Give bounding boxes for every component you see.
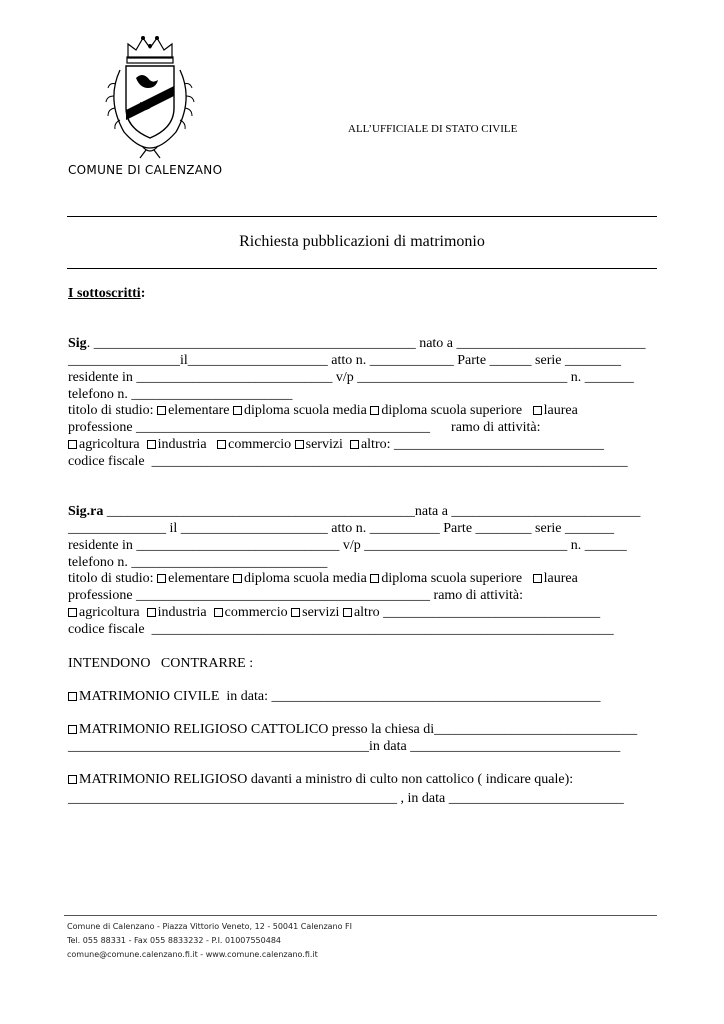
checkbox[interactable] bbox=[157, 574, 166, 583]
intend-heading: INTENDONO CONTRARRE : bbox=[68, 656, 254, 671]
checkbox[interactable] bbox=[295, 440, 304, 449]
option-other-2: _______________________________________________ , in data _________________________ bbox=[68, 791, 624, 806]
option-civil: MATRIMONIO CIVILE in data: _______________________________________________ bbox=[68, 688, 600, 705]
bride-sectors: agricoltura industria commercio servizi altro _______________________________ bbox=[68, 604, 600, 621]
bride-fiscal-code: codice fiscale __________________________________________________________________ bbox=[68, 622, 614, 637]
footer-rule bbox=[64, 915, 657, 916]
checkbox[interactable] bbox=[533, 574, 542, 583]
bride-line-4: telefono n. ____________________________ bbox=[68, 555, 328, 570]
groom-profession: professione __________________________________________ ramo di attività: bbox=[68, 420, 541, 435]
groom-fiscal-code: codice fiscale ____________________________________________________________________ bbox=[68, 454, 628, 469]
checkbox[interactable] bbox=[217, 440, 226, 449]
option-catholic-1: MATRIMONIO RELIGIOSO CATTOLICO presso la chiesa di_____________________________ bbox=[68, 721, 637, 738]
checkbox[interactable] bbox=[157, 406, 166, 415]
checkbox[interactable] bbox=[533, 406, 542, 415]
municipality-name: COMUNE DI CALENZANO bbox=[68, 163, 223, 177]
checkbox[interactable] bbox=[68, 725, 77, 734]
checkbox[interactable] bbox=[233, 406, 242, 415]
checkbox[interactable] bbox=[214, 608, 223, 617]
checkbox[interactable] bbox=[68, 440, 77, 449]
bride-study: titolo di studio: elementare diploma scuola media diploma scuola superiore laurea bbox=[68, 571, 578, 586]
groom-line-2: ________________il____________________ atto n. ____________ Parte ______ serie ________ bbox=[68, 353, 621, 368]
groom-sectors: agricoltura industria commercio servizi altro: ______________________________ bbox=[68, 436, 604, 453]
footer-address: Comune di Calenzano - Piazza Vittorio Veneto, 12 - 50041 Calenzano FI bbox=[67, 922, 353, 931]
checkbox[interactable] bbox=[233, 574, 242, 583]
footer-phone: Tel. 055 88331 - Fax 055 8833232 - P.I. 01007550484 bbox=[67, 936, 282, 945]
groom-line-1: Sig. ______________________________________________ nato a ___________________________ bbox=[68, 336, 646, 351]
groom-line-3: residente in ____________________________ v/p ______________________________ n. _______ bbox=[68, 370, 634, 385]
bride-line-1: Sig.ra ____________________________________________nata a ___________________________ bbox=[68, 504, 641, 519]
checkbox[interactable] bbox=[291, 608, 300, 617]
checkbox[interactable] bbox=[147, 440, 156, 449]
checkbox[interactable] bbox=[147, 608, 156, 617]
bride-line-2: ______________ il _____________________ atto n. __________ Parte ________ serie _______ bbox=[68, 521, 614, 536]
coat-of-arms-icon bbox=[100, 30, 200, 162]
checkbox[interactable] bbox=[68, 608, 77, 617]
intro-heading: I sottoscritti: bbox=[68, 286, 146, 301]
groom-line-4: telefono n. _______________________ bbox=[68, 387, 293, 402]
footer-contacts: comune@comune.calenzano.fi.it - www.comune.calenzano.fi.it bbox=[67, 950, 318, 959]
bride-line-3: residente in _____________________________ v/p _____________________________ n. ______ bbox=[68, 538, 627, 553]
checkbox[interactable] bbox=[370, 406, 379, 415]
document-title: Richiesta pubblicazioni di matrimonio bbox=[239, 233, 485, 250]
option-other-1: MATRIMONIO RELIGIOSO davanti a ministro di culto non cattolico ( indicare quale): bbox=[68, 771, 573, 788]
checkbox[interactable] bbox=[68, 775, 77, 784]
title-rule-top bbox=[67, 216, 657, 217]
title-rule-bottom bbox=[67, 268, 657, 269]
option-catholic-2: ___________________________________________in data ______________________________ bbox=[68, 739, 621, 754]
checkbox[interactable] bbox=[350, 440, 359, 449]
bride-profession: professione __________________________________________ ramo di attività: bbox=[68, 588, 523, 603]
checkbox[interactable] bbox=[343, 608, 352, 617]
recipient-line: ALL’UFFICIALE DI STATO CIVILE bbox=[348, 123, 518, 135]
groom-study: titolo di studio: elementare diploma scuola media diploma scuola superiore laurea bbox=[68, 403, 578, 418]
checkbox[interactable] bbox=[370, 574, 379, 583]
checkbox[interactable] bbox=[68, 692, 77, 701]
